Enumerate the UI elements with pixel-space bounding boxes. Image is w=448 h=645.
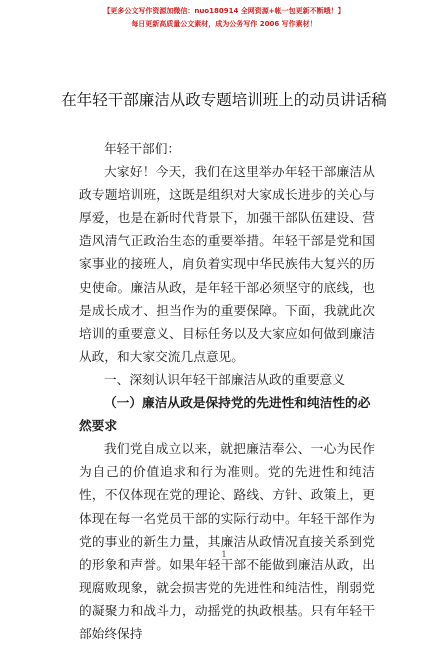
salutation: 年轻干部们：	[104, 141, 181, 156]
document-title: 在年轻干部廉洁从政专题培训班上的动员讲话稿	[61, 91, 387, 109]
document-body	[79, 137, 375, 645]
intro-paragraph: 大家好！今天，我们在这里举办年轻干部廉洁从政专题培训班，这既是组织对大家成长进步的关心与厚爱，也是在新时代背景下，加强干部队伍建设、营造风清气正政治生态的重要举措。年轻干部是党和国家事业的接班人，肩负着实现中华民族伟大复兴的历史使命。廉洁从政，是年轻干部必须坚守的底线，也是成长成才、担当作为的重要保障。下面，我就此次培训的重要意义、目标任务以及大家应如何做到廉洁从政，和大家交流几点意见。	[79, 164, 375, 364]
page-number: 1	[221, 550, 227, 559]
promo-banner	[0, 5, 448, 31]
subsection-heading: （一）廉洁从政是保持党的先进性和纯洁性的必然要求	[79, 395, 371, 434]
promo-line-1: 【更多公文写作资源加微信：nuo180914 全网资源+帐一包更新不断哦！】	[103, 7, 345, 15]
section-heading: 一、深刻认识年轻干部廉洁从政的重要意义	[104, 371, 346, 387]
body-paragraph: 我们党自成立以来，就把廉洁奉公、一心为民作为自己的价值追求和行为准则。党的先进性和纯洁性，不仅体现在党的理论、路线、方针、政策上，更体现在每一名党员干部的实际行动中。年轻干部作为党的事业的新生力量，其廉洁从政情况直接关系到党的形象和声誉。如果年轻干部不能做到廉洁从政，出现腐败现象，就会损害党的先进性和纯洁性，削弱党的凝聚力和战斗力，动摇党的执政根基。只有年轻干部始终保持	[79, 441, 375, 641]
promo-line-2: 每日更新高质量公文素材，成为公务写作 2006 写作素材！	[131, 20, 317, 28]
